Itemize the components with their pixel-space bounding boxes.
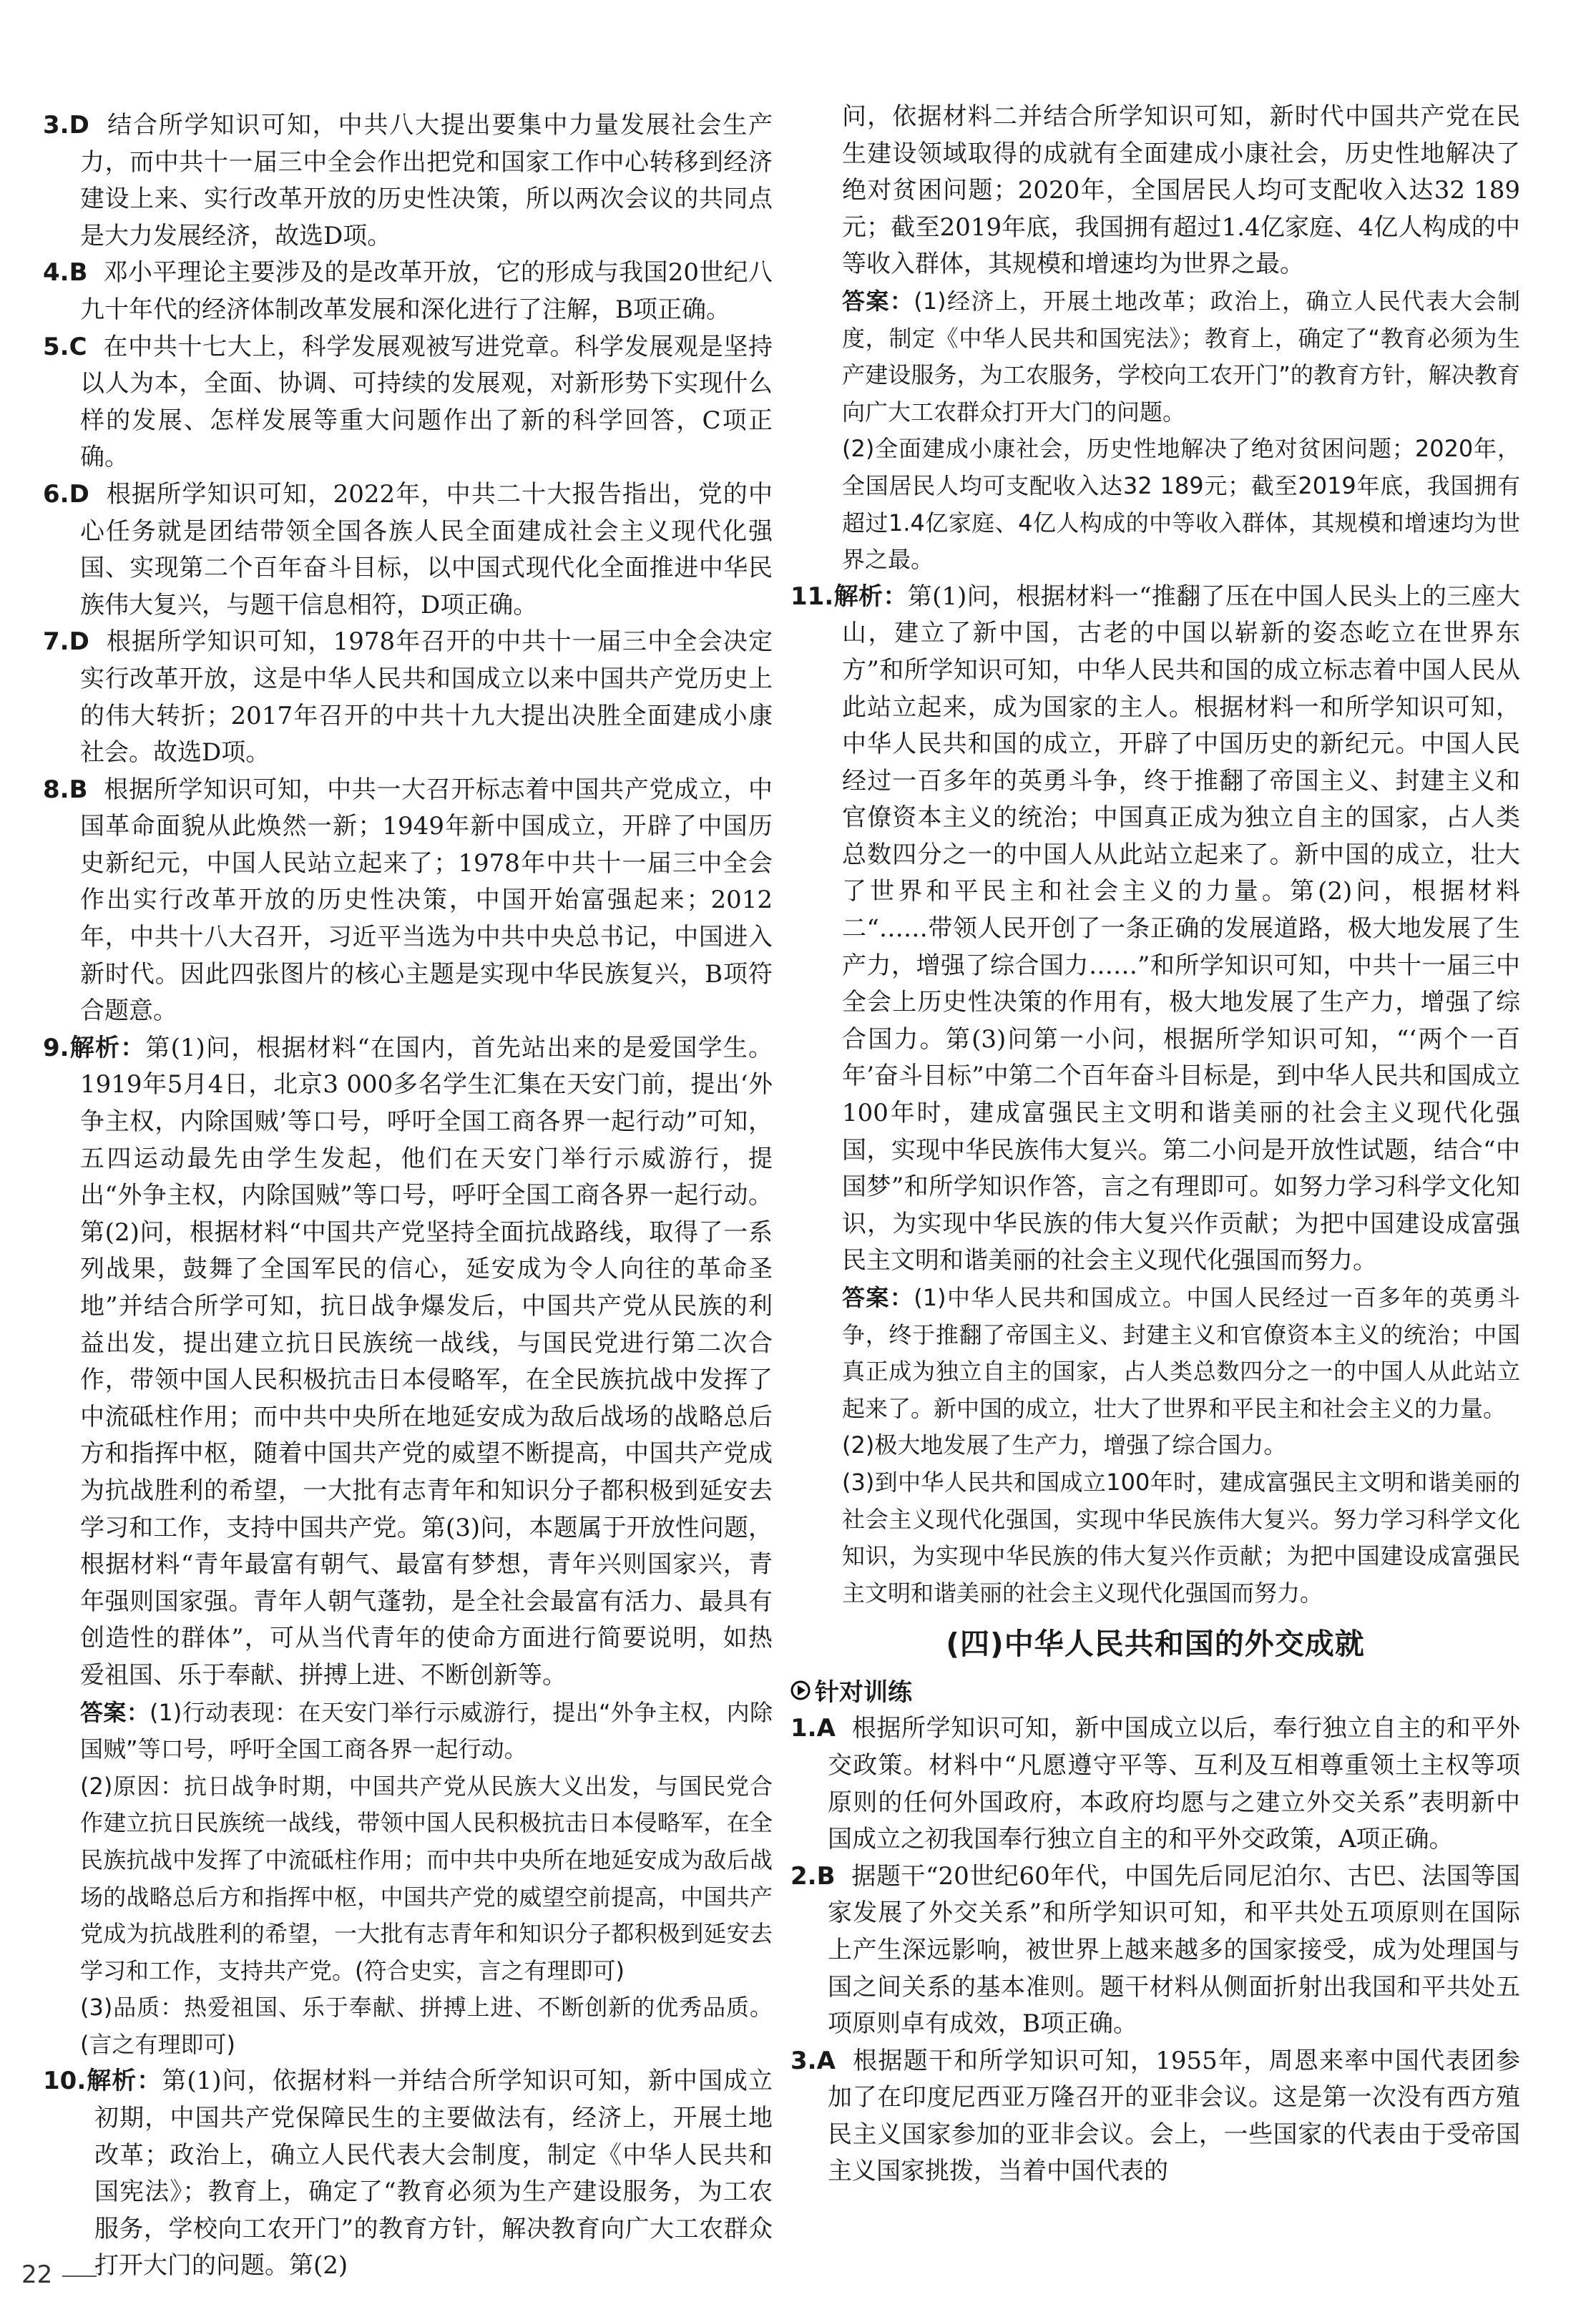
item-number: 7. <box>43 627 69 657</box>
answer-block-9 <box>43 1695 773 1768</box>
item-option: B <box>816 1861 836 1891</box>
item-option: B <box>69 775 88 804</box>
play-circle-icon <box>790 1680 811 1700</box>
answer-item-11 <box>790 579 1520 1280</box>
item-explanation: 根据所学知识可知，1978年召开的中共十一届三中全会决定实行改革开放，这是中华人民共和国成立以来中国共产党历史上的伟大转折；2017年召开的中共十九大提出决胜全面建成小康社会。故选D项。 <box>80 627 773 768</box>
page-number <box>21 2260 97 2289</box>
item-number: 4. <box>43 258 69 288</box>
answer-part-1: (1)中华人民共和国成立。中国人民经过一百多年的英勇斗争，终于推翻了帝国主义、封建主义和官僚资本主义的统治；中国真正成为独立自主的国家，占人类总数四分之一的中国人从此站立起来了。新中国的成立，壮大了世界和平民主和社会主义的力量。 <box>842 1284 1520 1422</box>
item-number: 3. <box>790 2046 817 2075</box>
item-option: A <box>816 2046 836 2075</box>
item-number: 1. <box>790 1714 817 1743</box>
answer-part-2: (2)原因：抗日战争时期，中国共产党从民族大义出发，与国民党合作建立抗日民族统一战线，带领中国人民积极抗击日本侵略军，在全民族抗战中发挥了中流砥柱作用；而中共中央所在地延安成为敌后战场的战略总后方和指挥中枢，中国共产党的威望空前提高，中国共产党成为抗战胜利的希望，一大批有志青年和知识分子都积极到延安去学习和工作，支持共产党。(符合史实，言之有理即可) <box>80 1772 773 1984</box>
item-number: 9. <box>43 1033 69 1062</box>
analysis-label: 解析： <box>69 1033 146 1062</box>
item-explanation: 据题干“20世纪60年代，中国先后同尼泊尔、古巴、法国等国家发展了外交关系”和所学知识可知，和平共处五项原则在国际上产生深远影响，被世界上越来越多的国家接受，成为处理国与国之间关系的基本准则。题干材料从侧面折射出我国和平共处五项原则卓有成效，B项正确。 <box>828 1861 1520 2039</box>
item-option: A <box>816 1714 836 1743</box>
item-explanation: 邓小平理论主要涉及的是改革开放，它的形成与我国20世纪八九十年代的经济体制改革发展和深化进行了注解，B项正确。 <box>80 258 773 324</box>
item-option: B <box>69 258 88 288</box>
analysis-label: 解析： <box>833 582 908 611</box>
item-explanation: 在中共十七大上，科学发展观被写进党章。科学发展观是坚持以人为本，全面、协调、可持续的发展观，对新形势下实现什么样的发展、怎样发展等重大问题作出了新的科学回答，C项正确。 <box>80 332 773 472</box>
item-explanation: 根据题干和所学知识可知，1955年，周恩来率中国代表团参加了在印度尼西亚万隆召开的亚非会议。这是第一次没有西方殖民主义国家参加的亚非会议。会上，一些国家的代表由于受帝国主义国家挑拨，当着中国代表的 <box>828 2046 1520 2186</box>
answer-part-2: (2)极大地发展了生产力，增强了综合国力。 <box>842 1431 1287 1459</box>
item-explanation: 根据所学知识可知，新中国成立以后，奉行独立自主的和平外交政策。材料中“凡愿遵守平等、互利及互相尊重领土主权等项原则的任何外国政府，本政府均愿与之建立外交关系”表明新中国成立之初我国奉行独立自主的和平外交政策，A项正确。 <box>828 1714 1521 1854</box>
item-explanation: 第(1)问，根据材料“在国内，首先站出来的是爱国学生。1919年5月4日，北京3 000多名学生汇集在天安门前，提出‘外争主权，内除国贼’等口号，呼吁全国工商各界一起行动”可知，五四运动最先由学生发起，他们在天安门举行示威游行，提出“外争主权，内除国贼”等口号，呼吁全国工商各界一起行动。第(2)问，根据材料“中国共产党坚持全面抗战路线，取得了一系列战果，鼓舞了全国军民的信心，延安成为令人向往的革命圣地”并结合所学可知，抗日战争爆发后，中国共产党从民族的利益出发，提出建立抗日民族统一战线，与国民党进行第二次合作，带领中国人民积极抗击日本侵略军，在全民族抗战中发挥了中流砥柱作用；而中共中央所在地延安成为敌后战场的战略总后方和指挥中枢，随着中国共产党的威望不断提高，中国共产党成为抗战胜利的希望，一大批有志青年和知识分子都积极到延安去学习和工作，支持中国共产党。第(3)问，本题属于开放性问题，根据材料“青年最富有朝气、最富有梦想，青年兴则国家兴，青年强则国家强。青年人朝气蓬勃，是全社会最富有活力、最具有创造性的群体”，可从当代青年的使命方面进行简要说明，如热爱祖国、乐于奉献、拼搏上进、不断创新等。 <box>80 1033 773 1690</box>
answer-item-10 <box>43 2063 773 2285</box>
item-10-continued: 问，依据材料二并结合所学知识可知，新时代中国共产党在民生建设领域取得的成就有全面建成小康社会，历史性地解决了绝对贫困问题；2020年，全国居民人均可支配收入达32 189元；截至2019年底，我国拥有超过1.4亿家庭、4亿人构成的中等收入群体，其规模和增速均为世界之最。 <box>842 102 1520 279</box>
subheading-label: 针对训练 <box>815 1678 912 1708</box>
answer-item-7 <box>43 624 773 771</box>
answer-part-3: (3)到中华人民共和国成立100年时，建成富强民主文明和谐美丽的社会主义现代化强国，实现中华民族伟大复兴。努力学习科学文化知识，为实现中华民族的伟大复兴作贡献；为把中国建设成富强民主文明和谐美丽的社会主义现代化强国而努力。 <box>842 1468 1520 1607</box>
answer-item-3 <box>43 107 773 255</box>
item-option: D <box>69 111 89 139</box>
item-explanation: 第(1)问，依据材料一并结合所学知识可知，新中国成立初期，中国共产党保障民生的主要做法有，经济上，开展土地改革；政治上，确立人民代表大会制度，制定《中华人民共和国宪法》；教育上，确定了“教育必须为生产建设服务，为工农服务，学校向工农开门”的教育方针，解决教育向广大工农群众打开大门的问题。第(2) <box>94 2067 773 2281</box>
practice-item-2 <box>790 1858 1520 2043</box>
practice-item-3 <box>790 2043 1520 2190</box>
answer-label: 答案： <box>842 1284 914 1311</box>
item-number: 3. <box>43 111 69 139</box>
left-column <box>43 107 773 2285</box>
answer-label: 答案： <box>842 287 914 315</box>
practice-item-1 <box>790 1710 1520 1858</box>
answer-part-3: (3)品质：热爱祖国、乐于奉献、拼搏上进、不断创新的优秀品质。(言之有理即可) <box>80 1994 773 2058</box>
answer-label: 答案： <box>80 1698 150 1726</box>
item-explanation: 结合所学知识可知，中共八大提出要集中力量发展社会生产力，而中共十一届三中全会作出把党和国家工作中心转移到经济建设上来、实行改革开放的历史性决策，所以两次会议的共同点是大力发展经济，故选D项。 <box>80 111 773 250</box>
answer-item-5 <box>43 329 773 476</box>
answer-item-4 <box>43 255 773 328</box>
item-option: D <box>69 479 89 509</box>
answer-part-1: (1)行动表现：在天安门举行示威游行，提出“外争主权，内除国贼”等口号，呼吁全国工商各界一起行动。 <box>80 1698 773 1763</box>
item-number: 2. <box>790 1861 817 1891</box>
answer-part-2: (2)全面建成小康社会，历史性地解决了绝对贫困问题；2020年，全国居民人均可支配收入达32 189元；截至2019年底，我国拥有超过1.4亿家庭、4亿人构成的中等收入群体，其规模和增速均为世界之最。 <box>842 435 1520 574</box>
item-explanation: 根据所学知识可知，2022年，中共二十大报告指出，党的中心任务就是团结带领全国各族人民全面建成社会主义现代化强国、实现第二个百年奋斗目标，以中国式现代化全面推进中华民族伟大复兴，与题干信息相符，D项正确。 <box>80 479 773 619</box>
right-column <box>790 99 1520 2190</box>
answer-part-1: (1)经济上，开展土地改革；政治上，确立人民代表大会制度，制定《中华人民共和国宪法》；教育上，确定了“教育必须为生产建设服务，为工农服务，学校向工农开门”的教育方针，解决教育向广大工农群众打开大门的问题。 <box>842 287 1520 426</box>
item-option: C <box>69 332 87 361</box>
subheading <box>790 1672 1520 1708</box>
answer-item-9 <box>43 1030 773 1695</box>
page-number-rule <box>62 2276 97 2277</box>
answer-item-6 <box>43 476 773 624</box>
item-number: 10. <box>43 2067 87 2096</box>
page-number-text: 22 <box>21 2260 53 2289</box>
item-number: 6. <box>43 479 69 509</box>
answer-block-10 <box>790 283 1520 431</box>
answer-block-11 <box>790 1280 1520 1427</box>
item-explanation: 根据所学知识可知，中共一大召开标志着中国共产党成立，中国革命面貌从此焕然一新；1949年新中国成立，开辟了中国历史新纪元，中国人民站立起来了；1978年中共十一届三中全会作出实行改革开放的历史性决策，中国开始富强起来；2012年，中共十八大召开，习近平当选为中共中央总书记，中国进入新时代。因此四张图片的核心主题是实现中华民族复兴，B项符合题意。 <box>80 775 773 1026</box>
item-explanation: 第(1)问，根据材料一“推翻了压在中国人民头上的三座大山，建立了新中国，古老的中国以崭新的姿态屹立在世界东方”和所学知识可知，中华人民共和国的成立标志着中国人民从此站立起来，成为国家的主人。根据材料一和所学知识可知，中华人民共和国的成立，开辟了中国历史的新纪元。中国人民经过一百多年的英勇斗争，终于推翻了帝国主义、封建主义和官僚资本主义的统治；中国真正成为独立自主的国家，占人类总数四分之一的中国人从此站立起来了。新中国的成立，壮大了世界和平民主和社会主义的力量。第(2)问，根据材料二“……带领人民开创了一条正确的发展道路，极大地发展了生产力，增强了综合国力……”和所学知识可知，中共十一届三中全会上历史性决策的作用有，极大地发展了生产力，增强了综合国力。第(3)问第一小问，根据所学知识可知，“‘两个一百年’奋斗目标”中第二个百年奋斗目标是，到中华人民共和国成立100年时，建成富强民主文明和谐美丽的社会主义现代化强国，实现中华民族伟大复兴。第二小问是开放性试题，结合“中国梦”和所学知识作答，言之有理即可。如努力学习科学文化知识，为实现中华民族的伟大复兴作贡献；为把中国建设成富强民主文明和谐美丽的社会主义现代化强国而努力。 <box>842 582 1521 1275</box>
item-number: 11. <box>790 582 834 611</box>
item-number: 5. <box>43 332 69 361</box>
item-option: D <box>69 627 89 657</box>
analysis-label: 解析： <box>86 2067 162 2096</box>
item-number: 8. <box>43 775 69 804</box>
answer-item-8 <box>43 772 773 1030</box>
section-title: (四)中华人民共和国的外交成就 <box>946 1627 1365 1662</box>
